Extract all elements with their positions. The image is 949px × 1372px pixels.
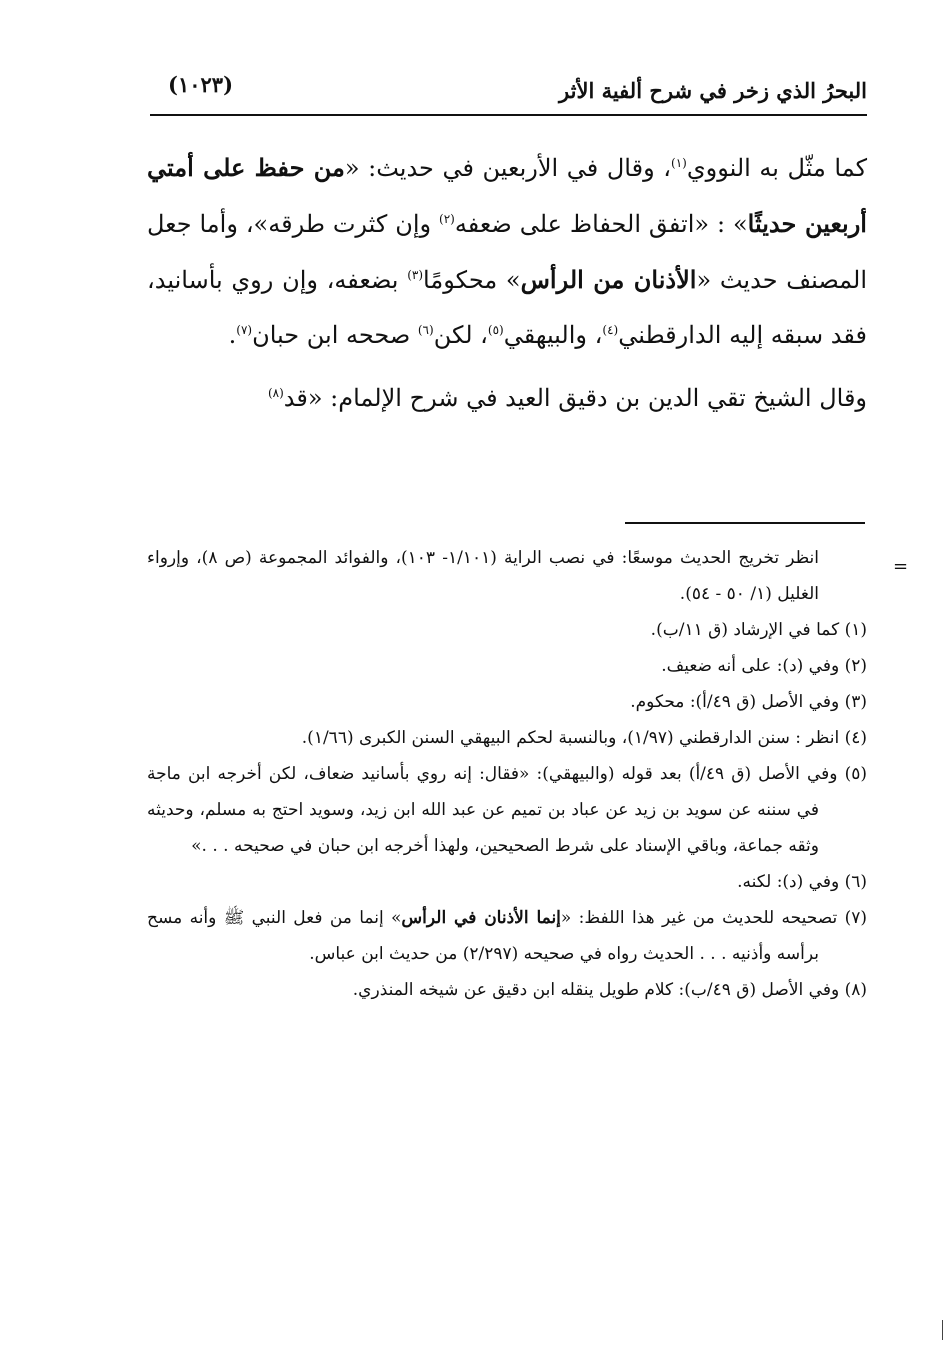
footnote-ref-6: (٦) xyxy=(417,323,434,337)
footnote-2: (٢) وفي (د): على أنه ضعيف. xyxy=(661,656,867,676)
footnote-ref-5: (٥) xyxy=(487,323,504,337)
hadith-text-3: إنما الأذنان في الرأس xyxy=(401,908,561,928)
book-title: البحرُ الذي زخر في شرح ألفية الأثر xyxy=(559,78,867,103)
footnote-ref-7: (٧) xyxy=(236,323,253,337)
footnote-7 xyxy=(147,900,867,972)
footnote-3: (٣) وفي الأصل (ق ٤٩/أ): محكوم. xyxy=(630,692,867,712)
footnote-intro: انظر تخريج الحديث موسعًا: في نصب الراية (١/١٠١- ١٠٣)، والفوائد المجموعة (ص ٨)، وإرواء الغليل (١/ ٥٠ - ٥٤). xyxy=(147,548,820,604)
footnote-1: (١) كما في الإرشاد (ق ١١/ب). xyxy=(650,620,867,640)
text-run: » : «اتفق الحفاظ على ضعفه xyxy=(454,210,748,238)
footnote-5: (٥) وفي الأصل (ق ٤٩/أ) بعد قوله (والبيهقي): «فقال: إنه روي بأسانيد ضعاف، لكن أخرجه ابن ماجة في سننه عن سويد بن زيد عن عباد بن تميم عن عبد الله ابن زيد، وسويد احتج به مسلم، وحديثه وثقه جماعة، وباقي الإسناد على شرط الصحيحين، ولهذا أخرجه ابن حبان في صحيحه . . .» xyxy=(147,764,867,856)
running-header xyxy=(150,64,867,112)
text-run: كما مثّل به النووي xyxy=(686,154,867,182)
paragraph-1 xyxy=(147,140,867,363)
header-divider xyxy=(150,114,867,116)
main-text xyxy=(147,140,867,426)
text-run: » محكومًا xyxy=(423,266,521,294)
text-run: ، وقال في الأربعين في حديث: « xyxy=(344,154,671,182)
footnote-ref-4: (٤) xyxy=(602,323,619,337)
text-run: . xyxy=(228,321,237,349)
footnotes xyxy=(147,540,867,1008)
hadith-text-2: الأذنان من الرأس xyxy=(520,265,697,294)
text-run: وإن كثرت طرقه»، وأما جعل المصنف حديث « xyxy=(147,210,868,294)
text-run: بضعفه، وإن روي بأسانيد، فقد سبقه إليه الدارقطني xyxy=(147,266,867,349)
continuation-mark: = xyxy=(893,556,909,577)
footnote-ref-3: (٣) xyxy=(407,268,424,282)
paragraph-2 xyxy=(147,371,867,426)
footnote-separator xyxy=(625,522,865,524)
hadith-text-1: من حفظ على أمتي أربعين حديثًا xyxy=(147,153,867,238)
footnote-ref-8: (٨) xyxy=(267,386,284,400)
text-run: ، والبيهقي xyxy=(503,321,603,349)
footnote-4: (٤) انظر : سنن الدارقطني (١/٩٧)، وبالنسبة لحكم البيهقي السنن الكبرى (١/٦٦). xyxy=(301,728,867,748)
text-run: ، لكن xyxy=(433,321,488,349)
text-run: » إنما من فعل النبي ﷺ وأنه مسح برأسه وأذنيه . . . الحديث رواه في صحيحه (٢/٢٩٧) من حديث ابن عباس. xyxy=(147,908,819,964)
footnote-ref-1: (١) xyxy=(671,156,687,170)
text-run: صححه ابن حبان xyxy=(252,321,418,349)
footnote-8: (٨) وفي الأصل (ق ٤٩/ب): كلام طويل ينقله ابن دقيق عن شيخه المنذري. xyxy=(352,980,867,1000)
text-run: (٧) تصحيحه للحديث من غير هذا اللفظ: « xyxy=(560,908,867,928)
scan-edge-mark xyxy=(942,1320,943,1340)
text-run: وقال الشيخ تقي الدين بن دقيق العيد في شرح الإلمام: «قد xyxy=(283,384,867,412)
footnote-6: (٦) وفي (د): لكنه. xyxy=(737,872,867,892)
page-number: (١٠٢٣) xyxy=(168,72,233,97)
footnote-ref-2: (٢) xyxy=(439,212,455,226)
